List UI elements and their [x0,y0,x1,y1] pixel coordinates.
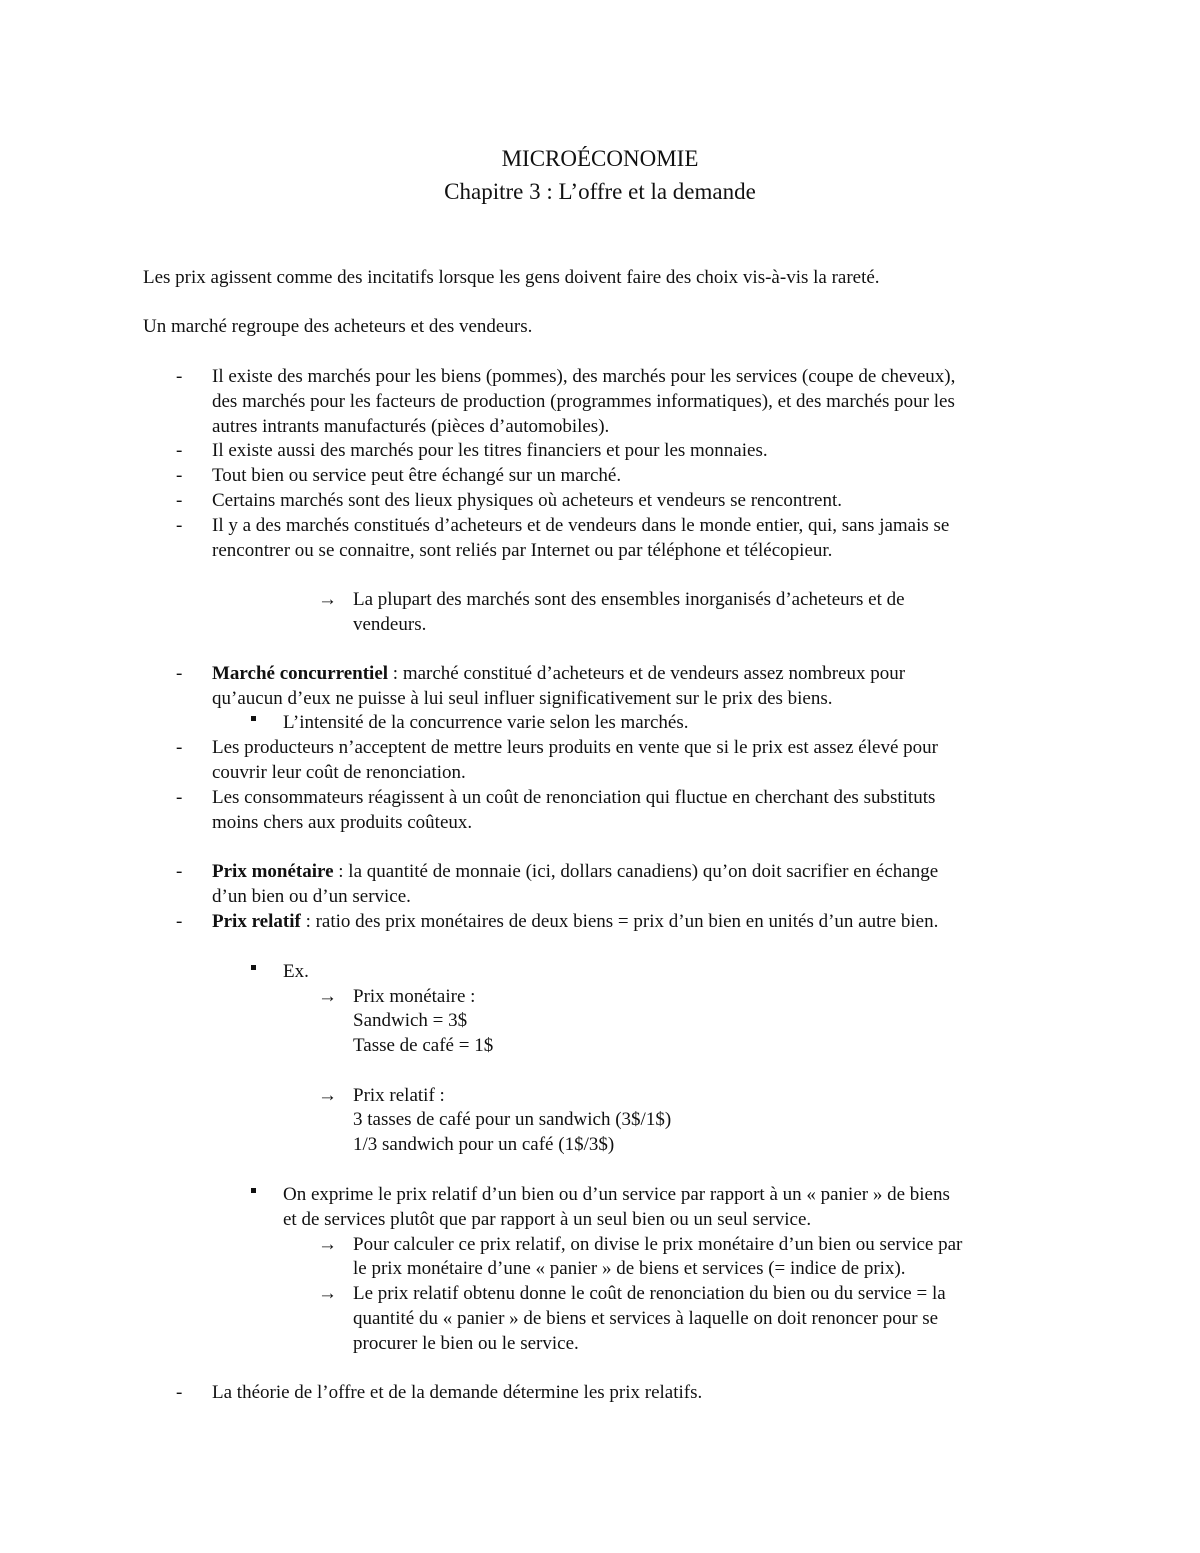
note-text: vendeurs. [353,614,427,635]
intro-paragraph: Les prix agissent comme des incitatifs lorsque les gens doivent faire des choix vis-à-vis la rareté. [143,267,880,288]
bullet-text: moins chers aux produits coûteux. [212,812,473,833]
market-definition: Un marché regroupe des acheteurs et des vendeurs. [143,316,533,337]
arrow-icon: → [318,589,337,610]
note-text: La plupart des marchés sont des ensembles inorganisés d’acheteurs et de [353,589,905,610]
dash-bullet: - [176,737,183,758]
sub-bullet-text: et de services plutôt que par rapport à un seul bien ou un seul service. [283,1209,812,1230]
square-bullet-icon [251,965,256,970]
definition-text: : ratio des prix monétaires de deux biens = prix d’un bien en unités d’un autre bien. [300,911,939,932]
example-line: 3 tasses de café pour un sandwich (3$/1$) [353,1109,672,1130]
bullet-text: Il existe aussi des marchés pour les titres financiers et pour les monnaies. [212,440,768,461]
bullet-text: Les consommateurs réagissent à un coût de renonciation qui fluctue en cherchant des substituts [212,787,936,808]
square-bullet-icon [251,1188,256,1193]
note-text: Le prix relatif obtenu donne le coût de renonciation du bien ou du service = la [353,1283,946,1304]
bullet-text: couvrir leur coût de renonciation. [212,762,466,783]
bullet-text: Il y a des marchés constitués d’acheteurs et de vendeurs dans le monde entier, qui, sans jamais se [212,515,950,536]
term-relative-price: Prix relatif [212,911,301,932]
chapter-subtitle: Chapitre 3 : L’offre et la demande [444,179,756,204]
dash-bullet: - [176,911,183,932]
dash-bullet: - [176,465,183,486]
bullet-text: d’un bien ou d’un service. [212,886,411,907]
note-text: le prix monétaire d’une « panier » de biens et services (= indice de prix). [353,1258,906,1279]
bullet-text [212,661,905,686]
bullet-text: Il existe des marchés pour les biens (pommes), des marchés pour les services (coupe de cheveux), [212,366,956,387]
document-title: MICROÉCONOMIE [501,146,699,171]
definition-text: : la quantité de monnaie (ici, dollars canadiens) qu’on doit sacrifier en échange [333,861,939,882]
definition-text: : marché constitué d’acheteurs et de vendeurs assez nombreux pour [388,663,906,684]
bullet-text: Tout bien ou service peut être échangé sur un marché. [212,465,622,486]
arrow-icon: → [318,1085,337,1106]
arrow-icon: → [318,986,337,1007]
note-text: procurer le bien ou le service. [353,1333,579,1354]
dash-bullet: - [176,787,183,808]
dash-bullet: - [176,1382,183,1403]
bullet-text: autres intrants manufacturés (pièces d’automobiles). [212,416,610,437]
bullet-text: des marchés pour les facteurs de production (programmes informatiques), et des marchés pour les [212,391,955,412]
dash-bullet: - [176,861,183,882]
bullet-text: Certains marchés sont des lieux physiques où acheteurs et vendeurs se rencontrent. [212,490,842,511]
note-text: Pour calculer ce prix relatif, on divise le prix monétaire d’un bien ou service par [353,1234,963,1255]
dash-bullet: - [176,490,183,511]
bullet-text [212,859,938,884]
term-money-price: Prix monétaire [212,861,334,882]
bullet-text: rencontrer ou se connaitre, sont reliés par Internet ou par téléphone et télécopieur. [212,540,833,561]
term-competitive-market: Marché concurrentiel [212,663,389,684]
bullet-text: Les producteurs n’acceptent de mettre leurs produits en vente que si le prix est assez élevé pour [212,737,938,758]
dash-bullet: - [176,366,183,387]
note-text: quantité du « panier » de biens et services à laquelle on doit renoncer pour se [353,1308,939,1329]
arrow-icon: → [318,1283,337,1304]
example-line: 1/3 sandwich pour un café (1$/3$) [353,1134,615,1155]
square-bullet-icon [251,716,256,721]
example-heading: Prix relatif : [353,1085,445,1106]
example-line: Tasse de café = 1$ [353,1035,494,1056]
example-heading: Prix monétaire : [353,986,476,1007]
sub-bullet-text: L’intensité de la concurrence varie selon les marchés. [283,712,689,733]
example-label: Ex. [283,961,309,982]
bullet-text: qu’aucun d’eux ne puisse à lui seul influer significativement sur le prix des biens. [212,688,833,709]
example-line: Sandwich = 3$ [353,1010,468,1031]
bullet-text [212,909,938,934]
arrow-icon: → [318,1234,337,1255]
dash-bullet: - [176,440,183,461]
sub-bullet-text: On exprime le prix relatif d’un bien ou d’un service par rapport à un « panier » de biens [283,1184,950,1205]
dash-bullet: - [176,515,183,536]
bullet-text: La théorie de l’offre et de la demande détermine les prix relatifs. [212,1382,703,1403]
dash-bullet: - [176,663,183,684]
